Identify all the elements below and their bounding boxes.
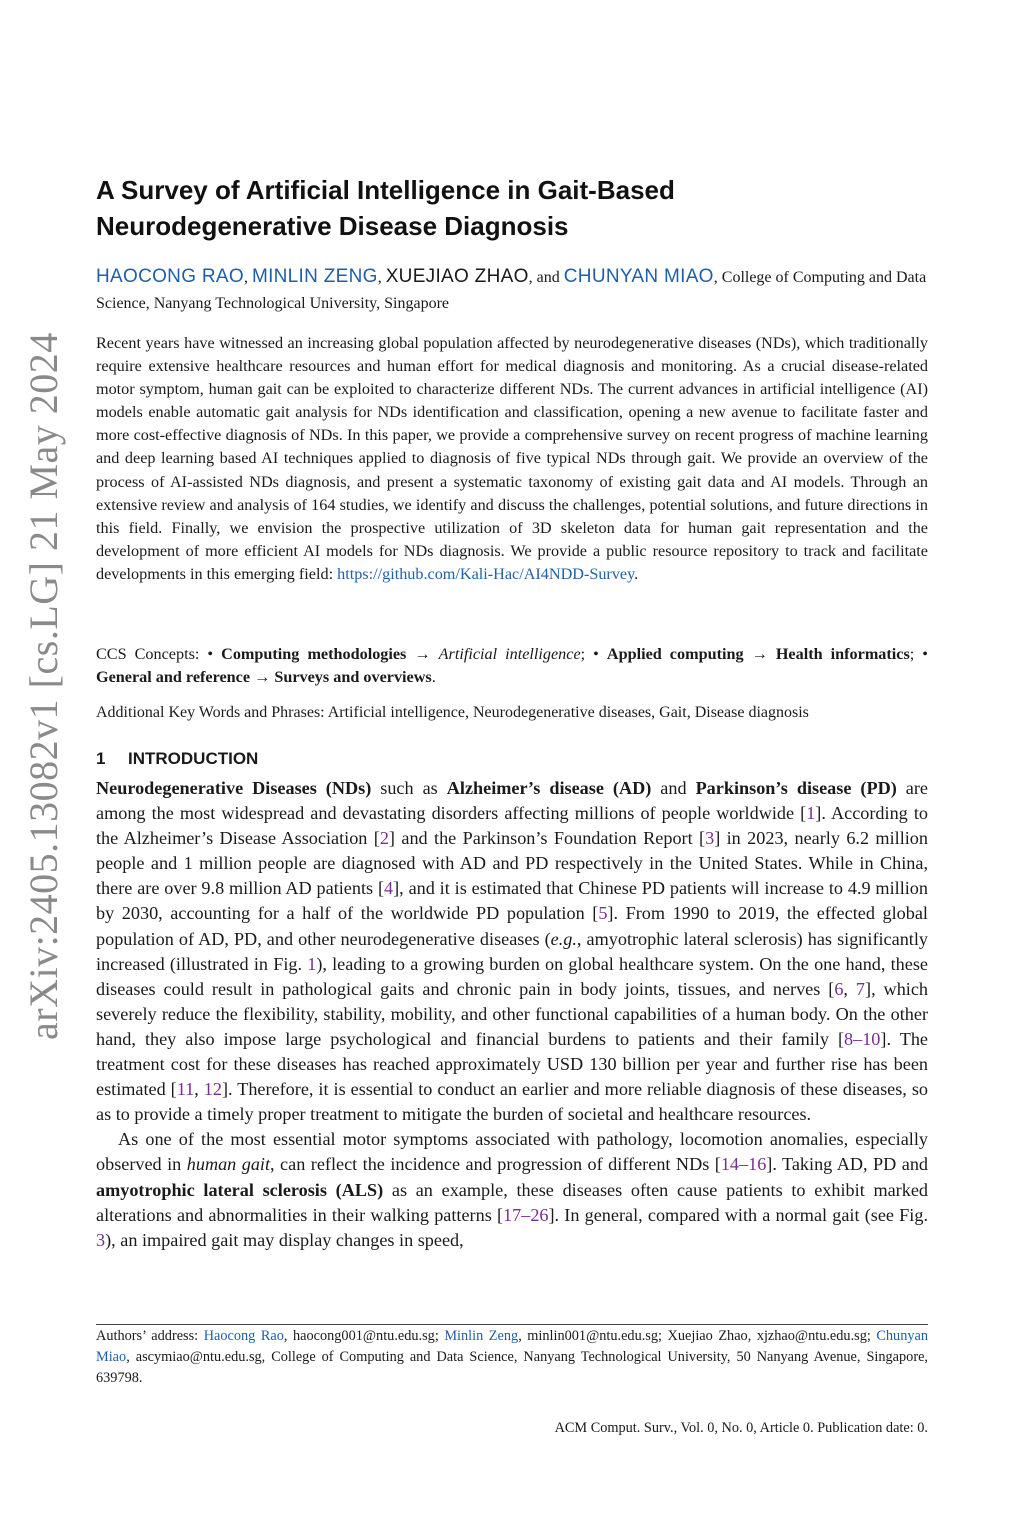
ccs-separator: ; • bbox=[580, 645, 607, 663]
text: ]. Therefore, it is essential to conduct an earlier and more reliable diagnosis of these diseases, so as to provide a timely proper treatment to mitigate the burden of societal and healthcare resources. bbox=[96, 1079, 928, 1125]
author-zhao: XUEJIAO ZHAO bbox=[385, 266, 529, 287]
author-separator: , and bbox=[528, 269, 564, 286]
ccs-concept-1-sub: Artificial intelligence bbox=[438, 645, 581, 663]
citation-link[interactable]: 4 bbox=[384, 878, 394, 899]
citation-link[interactable]: 17–26 bbox=[503, 1204, 549, 1225]
email-text: , haocong001@ntu.edu.sg; bbox=[283, 1328, 445, 1344]
citation-link[interactable]: 1 bbox=[806, 803, 816, 824]
author-link-miao[interactable]: CHUNYAN MIAO bbox=[563, 266, 714, 287]
section-title: INTRODUCTION bbox=[128, 749, 259, 768]
ccs-concepts bbox=[96, 643, 928, 689]
citation-link[interactable]: 3 bbox=[705, 828, 715, 849]
abstract-end: . bbox=[634, 564, 639, 583]
term-nds: Neurodegenerative Diseases (NDs) bbox=[96, 778, 372, 798]
ccs-concept-3: General and reference bbox=[96, 668, 251, 686]
footnote-divider bbox=[96, 1324, 928, 1325]
citation-link[interactable]: 14–16 bbox=[720, 1154, 767, 1175]
text: , can reflect the incidence and progression of different NDs [ bbox=[270, 1154, 721, 1175]
citation-link[interactable]: 2 bbox=[379, 828, 389, 849]
figure-link[interactable]: 3 bbox=[96, 1229, 106, 1250]
text: and bbox=[651, 778, 696, 798]
author-separator: , bbox=[243, 269, 252, 286]
text: ]. According to the Alzheimer’s Disease Association [ bbox=[96, 803, 928, 849]
arxiv-identifier: arXiv:2405.13082v1 [cs.LG] 21 May 2024 bbox=[21, 332, 66, 1040]
text: ], and it is estimated that Chinese PD patients will increase to 4.9 million by 2030, accounting for a half of the worldwide PD population [ bbox=[96, 878, 928, 924]
footnote-label: Authors’ address: bbox=[96, 1328, 204, 1344]
author-link-zeng[interactable]: MINLIN ZENG bbox=[251, 266, 378, 287]
citation-link[interactable]: 11 bbox=[176, 1079, 195, 1100]
term-pd: Parkinson’s disease (PD) bbox=[695, 778, 897, 798]
ccs-arrow: → bbox=[250, 668, 275, 686]
paragraph-1 bbox=[96, 776, 928, 1127]
text: ), leading to a growing burden on global healthcare system. On the one hand, these diseases could result in pathological gaits and chronic pain in body joints, tissues, and nerves [ bbox=[96, 953, 928, 999]
figure-link[interactable]: 1 bbox=[307, 953, 317, 974]
term-ad: Alzheimer’s disease (AD) bbox=[446, 778, 652, 798]
text: ]. The treatment cost for these diseases has reached approximately USD 130 billion per year and further rise has been estimated [ bbox=[96, 1028, 928, 1100]
citation-link[interactable]: 8–10 bbox=[844, 1028, 881, 1049]
ccs-end: . bbox=[431, 668, 436, 686]
author-link-miao-footnote[interactable]: Chunyan Miao bbox=[96, 1328, 928, 1365]
text: ] in 2023, nearly 6.2 million people and 1 million people are diagnosed with AD and PD respectively in the United States. While in China, there are over 9.8 million AD patients [ bbox=[96, 828, 928, 899]
ccs-concept-2: Applied computing bbox=[606, 645, 744, 663]
text: as an example, these diseases often cause patients to exhibit marked alterations and abnormalities in their walking patterns [ bbox=[96, 1179, 928, 1225]
ccs-concept-2-sub: Health informatics bbox=[775, 645, 910, 663]
ccs-label: CCS Concepts: • bbox=[96, 645, 222, 663]
paper-title: A Survey of Artificial Intelligence in Gait-Based Neurodegenerative Disease Diagnosis bbox=[96, 175, 675, 241]
text: As one of the most essential motor symptoms associated with pathology, locomotion anomalies, especially observed in bbox=[96, 1129, 928, 1175]
abstract bbox=[96, 332, 928, 586]
author-affiliation: , College of Computing and Data Science, Nanyang Technological University, Singapore bbox=[96, 269, 927, 312]
journal-info: ACM Comput. Surv., Vol. 0, No. 0, Article 0. Publication date: 0. bbox=[554, 1420, 928, 1436]
authors-address bbox=[96, 1326, 928, 1389]
ccs-arrow: → bbox=[743, 645, 776, 663]
citation-link[interactable]: 12 bbox=[203, 1079, 222, 1100]
ccs-concept-3-sub: Surveys and overviews bbox=[274, 668, 432, 686]
ccs-separator: ; • bbox=[909, 645, 928, 663]
text: , bbox=[194, 1079, 204, 1100]
author-link-rao-footnote[interactable]: Haocong Rao bbox=[203, 1328, 284, 1344]
citation-link[interactable]: 5 bbox=[598, 903, 608, 924]
text: ] and the Parkinson’s Foundation Report [ bbox=[388, 828, 706, 849]
section-heading bbox=[96, 747, 928, 771]
email-text: , minlin001@ntu.edu.sg; Xuejiao Zhao, xjzhao@ntu.edu.sg; bbox=[518, 1328, 877, 1344]
text: , amyotrophic lateral sclerosis) has significantly increased (illustrated in Fig. bbox=[96, 928, 928, 974]
term-als: amyotrophic lateral sclerosis (ALS) bbox=[96, 1179, 384, 1200]
ccs-concept-1: Computing methodologies bbox=[221, 645, 407, 663]
text: ]. From 1990 to 2019, the effected global population of AD, PD, and other neurodegenerative diseases ( bbox=[96, 903, 928, 949]
text: such as bbox=[371, 778, 447, 798]
text: ]. Taking AD, PD and bbox=[766, 1154, 929, 1175]
author-block bbox=[96, 264, 928, 317]
italic-human-gait: human gait bbox=[186, 1154, 271, 1175]
ccs-arrow: → bbox=[406, 645, 439, 663]
section-number: 1 bbox=[96, 749, 106, 768]
citation-link[interactable]: 7 bbox=[855, 978, 866, 999]
citation-link[interactable]: 6 bbox=[834, 978, 844, 999]
text: are among the most widespread and devastating disorders affecting millions of people worldwide [ bbox=[96, 778, 928, 824]
keywords: Additional Key Words and Phrases: Artificial intelligence, Neurodegenerative diseases, Gait, Disease diagnosis bbox=[96, 704, 809, 721]
text: , bbox=[843, 978, 856, 999]
author-separator: , bbox=[377, 269, 386, 286]
repository-link[interactable]: https://github.com/Kali-Hac/AI4NDD-Survey bbox=[337, 564, 635, 583]
introduction-body bbox=[96, 776, 928, 1253]
author-link-rao[interactable]: HAOCONG RAO bbox=[96, 266, 244, 287]
text: ], which severely reduce the flexibility, stability, mobility, and other functional capabilities of a human body. On the other hand, they also impose large psychological and financial burdens to patients and their family [ bbox=[96, 978, 929, 1049]
text: ), an impaired gait may display changes in speed, bbox=[105, 1229, 464, 1250]
email-text: , ascymiao@ntu.edu.sg, College of Computing and Data Science, Nanyang Technological University, 50 Nanyang Avenue, Singapore, 639798. bbox=[96, 1349, 928, 1386]
text: ]. In general, compared with a normal gait (see Fig. bbox=[548, 1204, 928, 1225]
paragraph-2 bbox=[96, 1127, 928, 1252]
abstract-text: Recent years have witnessed an increasing global population affected by neurodegenerative diseases (NDs), which traditionally require extensive healthcare resources and human effort for medical diagnosis and monitoring. As a crucial disease-related motor symptom, human gait can be exploited to characterize different NDs. The current advances in artificial intelligence (AI) models enable automatic gait analysis for NDs identification and classification, opening a new avenue to facilitate faster and more cost-effective diagnosis of NDs. In this paper, we provide a comprehensive survey on recent progress of machine learning and deep learning based AI techniques applied to diagnosis of five typical NDs through gait. We provide an overview of the process of AI-assisted NDs diagnosis, and present a systematic taxonomy of existing gait data and AI models. Through an extensive review and analysis of 164 studies, we identify and discuss the challenges, potential solutions, and future directions in this field. Finally, we envision the prospective utilization of 3D skeleton data for human gait representation and the development of more efficient AI models for NDs diagnosis. We provide a public resource repository to track and facilitate developments in this emerging field: bbox=[96, 334, 928, 583]
author-link-zeng-footnote[interactable]: Minlin Zeng bbox=[444, 1328, 519, 1344]
italic-eg: e.g. bbox=[550, 928, 577, 949]
